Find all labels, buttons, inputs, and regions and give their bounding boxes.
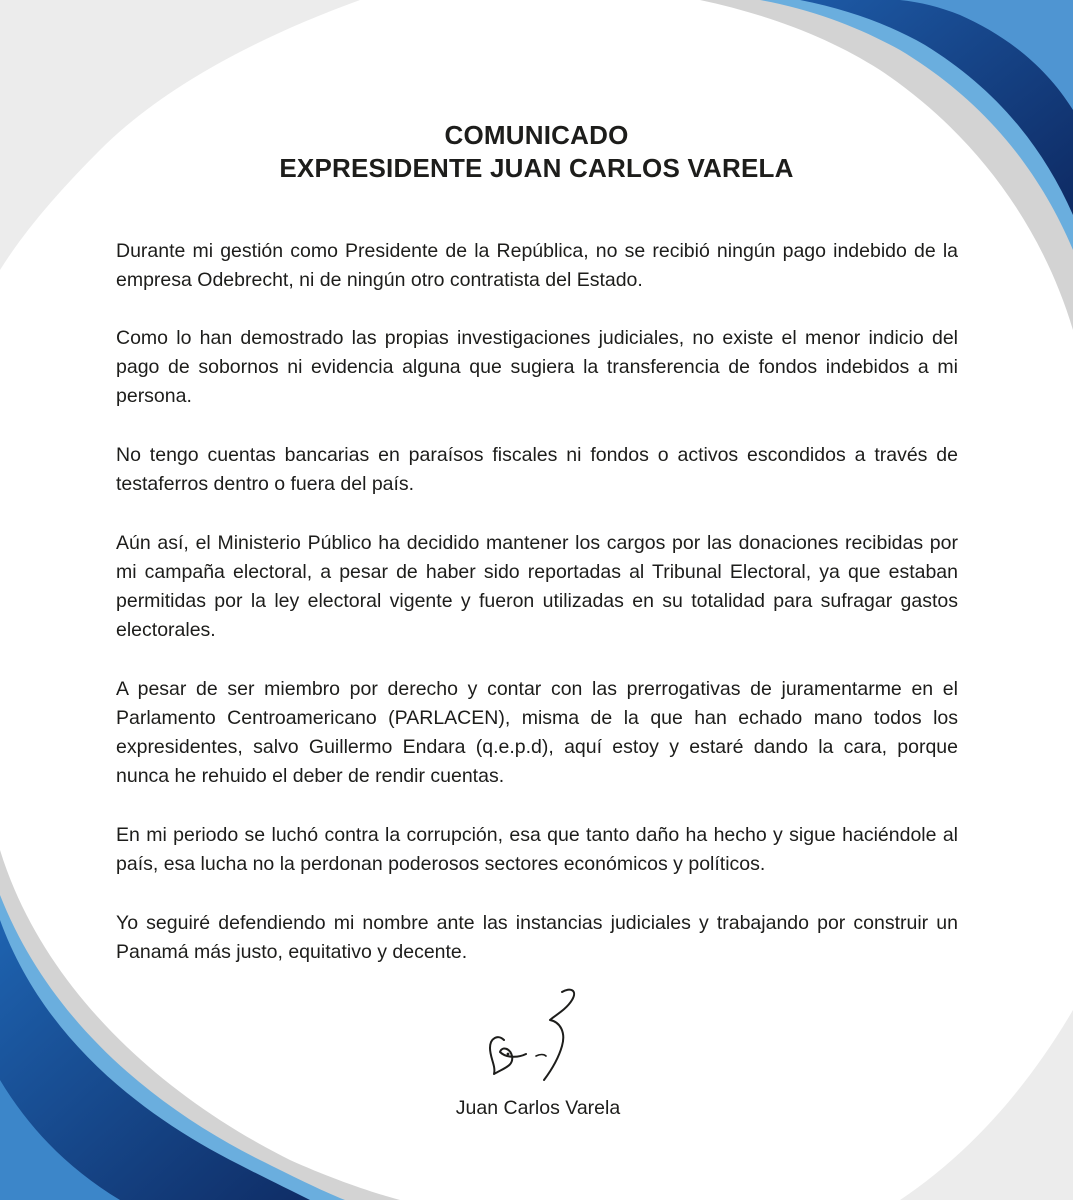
- signer-name: Juan Carlos Varela: [455, 1097, 621, 1119]
- document-title: COMUNICADO: [444, 120, 629, 150]
- document-body: [116, 237, 958, 997]
- signature-icon: [474, 984, 584, 1084]
- paragraph: Aún así, el Ministerio Público ha decidido mantener los cargos por las donaciones recibidas por mi campaña electoral, a pesar de haber sido reportadas al Tribunal Electoral, ya que estaban permitidas por la ley electoral vigente y fueron utilizadas en su totalidad para sufragar gastos electorales.: [116, 532, 958, 641]
- paragraph: Durante mi gestión como Presidente de la República, no se recibió ningún pago indebido de la empresa Odebrecht, ni de ningún otro contratista del Estado.: [116, 240, 958, 291]
- paragraph: Como lo han demostrado las propias investigaciones judiciales, no existe el menor indicio del pago de sobornos ni evidencia alguna que sugiera la transferencia de fondos indebidos a mi persona.: [116, 327, 958, 407]
- paragraph: Yo seguiré defendiendo mi nombre ante las instancias judiciales y trabajando por construir un Panamá más justo, equitativo y decente.: [116, 912, 958, 963]
- document-subtitle: EXPRESIDENTE JUAN CARLOS VARELA: [279, 153, 794, 183]
- paragraph: En mi periodo se luchó contra la corrupción, esa que tanto daño ha hecho y sigue haciéndole al país, esa lucha no la perdonan poderosos sectores económicos y políticos.: [116, 824, 958, 875]
- paragraph: No tengo cuentas bancarias en paraísos fiscales ni fondos o activos escondidos a través de testaferros dentro o fuera del país.: [116, 444, 958, 495]
- paragraph: A pesar de ser miembro por derecho y contar con las prerrogativas de juramentarme en el Parlamento Centroamericano (PARLACEN), misma de la que han echado mano todos los expresidentes, salvo Guillermo Endara (q.e.p.d), aquí estoy y estaré dando la cara, porque nunca he rehuido el deber de rendir cuentas.: [116, 678, 958, 787]
